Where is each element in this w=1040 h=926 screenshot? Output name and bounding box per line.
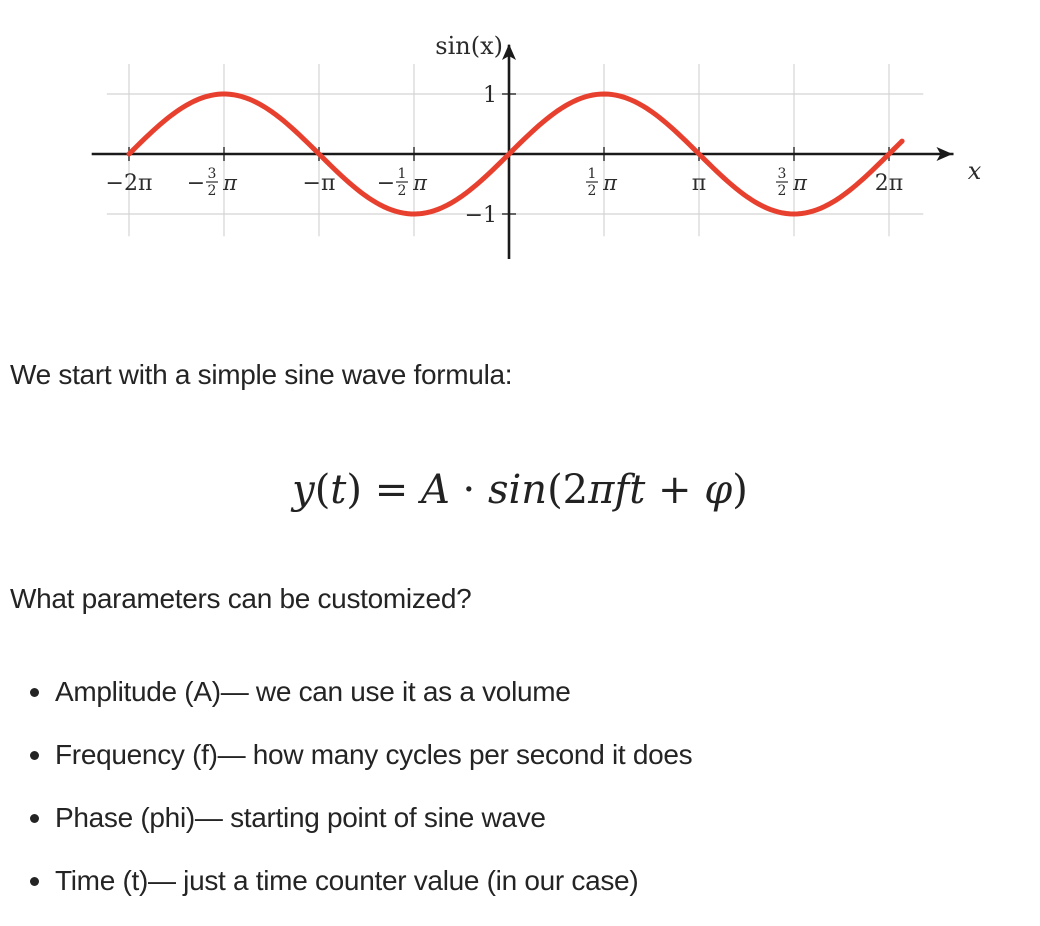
y-tick-label: −1: [464, 203, 497, 228]
x-tick-label: [187, 166, 238, 199]
x-tick-label: π: [691, 171, 707, 196]
svg-text:π: π: [793, 171, 807, 195]
x-tick-label: 2π: [874, 171, 904, 196]
plot-canvas: [75, 15, 982, 270]
sine-formula: y(t) = A · sin(2πft + φ): [292, 467, 748, 513]
svg-text:3: 3: [207, 166, 217, 182]
x-tick-label: −2π: [105, 171, 153, 196]
list-item-phase: Phase (phi)— starting point of sine wave: [0, 800, 692, 863]
svg-text:2: 2: [587, 183, 597, 199]
x-tick-label: −π: [302, 171, 336, 196]
x-tick-label: [776, 166, 808, 199]
question-paragraph: What parameters can be customized?: [10, 583, 472, 614]
x-tick-label: [586, 166, 618, 199]
svg-text:π: π: [223, 171, 237, 195]
svg-text:−: −: [186, 171, 206, 196]
x-axis-label: x: [967, 157, 982, 185]
svg-text:π: π: [413, 171, 427, 195]
svg-text:1: 1: [397, 166, 407, 182]
x-tick-label: [377, 166, 428, 199]
svg-text:3: 3: [777, 166, 787, 182]
list-item-amplitude: Amplitude (A)— we can use it as a volume: [0, 674, 692, 737]
parameters-list: [0, 674, 692, 926]
y-tick-label: 1: [483, 83, 497, 108]
svg-text:2: 2: [397, 183, 407, 199]
svg-text:2: 2: [207, 183, 217, 199]
intro-paragraph: We start with a simple sine wave formula:: [10, 359, 513, 390]
svg-text:π: π: [603, 171, 617, 195]
svg-text:−: −: [376, 171, 396, 196]
y-axis-label: sin(x): [435, 32, 503, 60]
list-item-time: Time (t)— just a time counter value (in our case): [0, 863, 692, 926]
svg-text:1: 1: [587, 166, 597, 182]
sine-wave-plot: [75, 15, 982, 270]
svg-text:2: 2: [777, 183, 787, 199]
list-item-frequency: Frequency (f)— how many cycles per second it does: [0, 737, 692, 800]
